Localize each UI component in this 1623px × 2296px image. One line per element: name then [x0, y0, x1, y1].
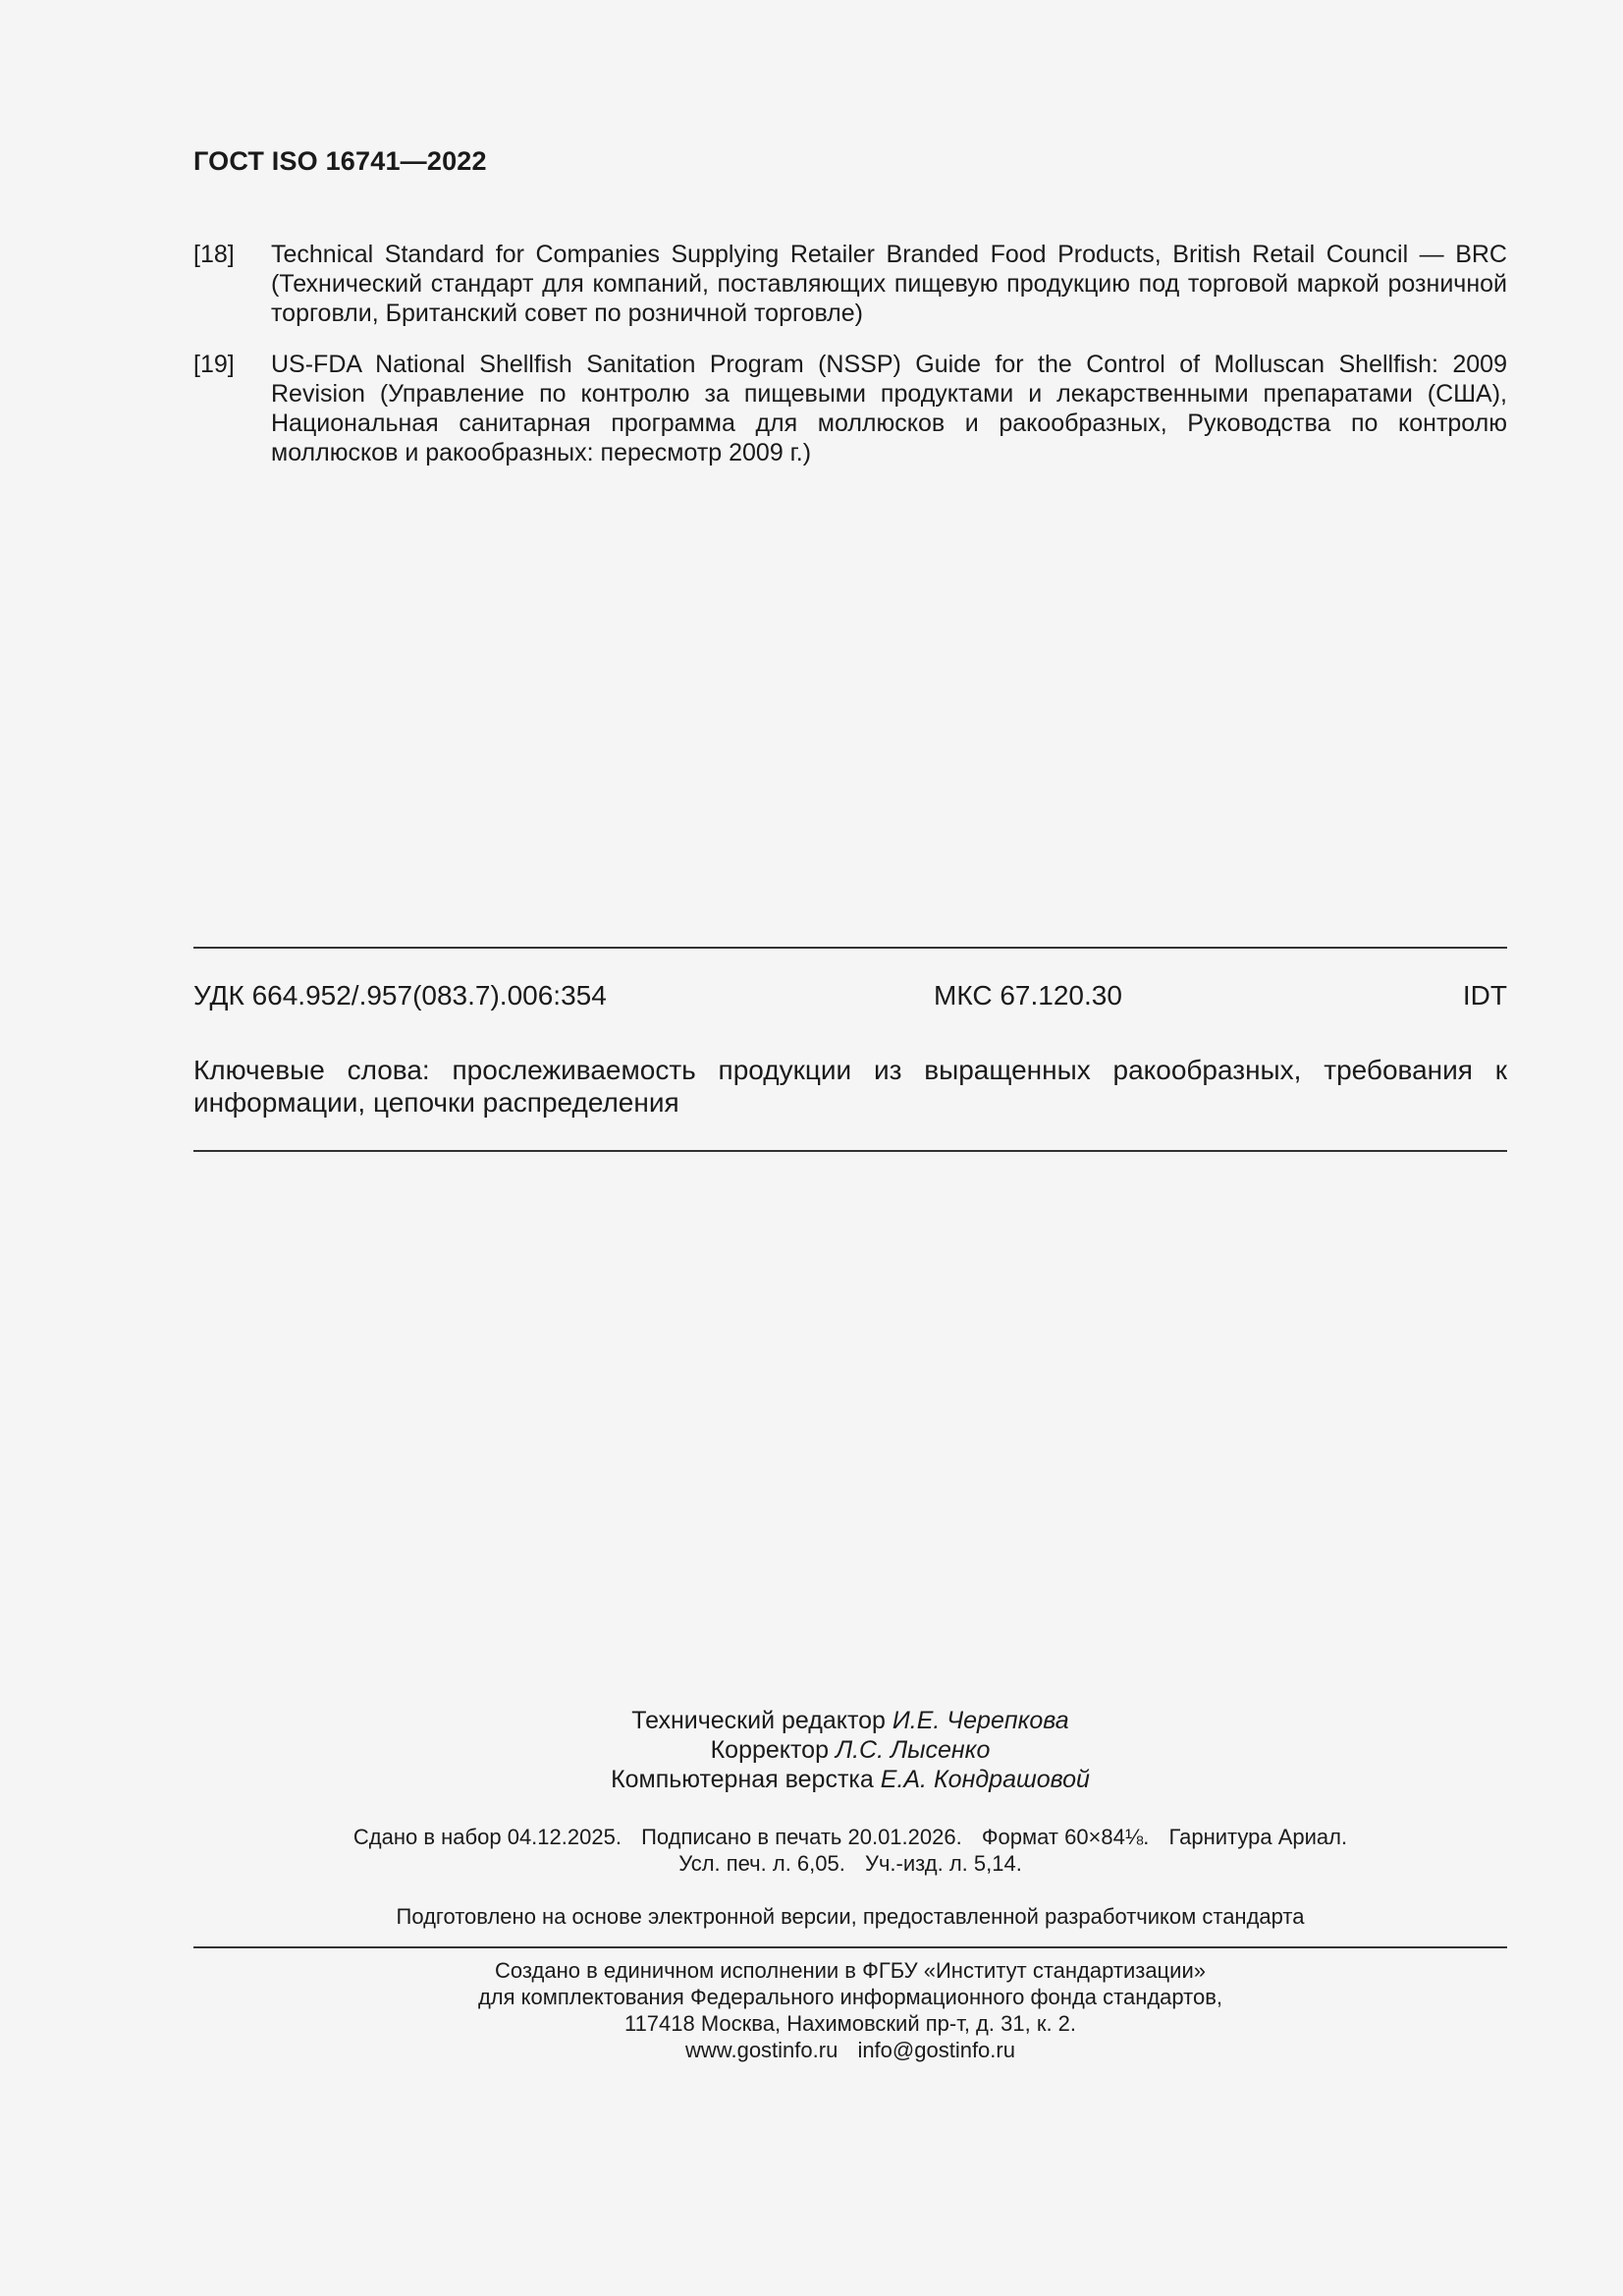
prepared-note: Подготовлено на основе электронной версии, предоставленной разработчиком стандарта	[396, 1904, 1305, 1929]
publisher-address: 117418 Москва, Нахимовский пр-т, д. 31, к. 2.	[623, 2011, 1077, 2036]
publisher-line-1: Создано в единичном исполнении в ФГБУ «Институт стандартизации»	[495, 1958, 1206, 1983]
top-divider	[193, 947, 1507, 949]
corrector-name: Л.С. Лысенко	[835, 1736, 991, 1764]
layout-line	[193, 1765, 1507, 1794]
keywords: Ключевые слова: прослеживаемость продукции из выращенных ракообразных, требования к информации, цепочки распределения	[193, 1055, 1507, 1118]
mks-code: МКС 67.120.30	[934, 980, 1122, 1011]
bibliography-list	[193, 240, 1507, 489]
bibliography-item	[193, 350, 1507, 467]
corrector-label: Корректор	[710, 1736, 829, 1764]
print-sheets: Усл. печ. л. 6,05.	[678, 1851, 845, 1876]
submitted-date: Сдано в набор 04.12.2025.	[352, 1825, 622, 1849]
corrector-line	[193, 1735, 1507, 1765]
tech-editor-name: И.Е. Черепкова	[892, 1707, 1069, 1734]
tech-editor-line	[193, 1706, 1507, 1735]
bottom-divider	[193, 1150, 1507, 1152]
classification-line	[193, 980, 1507, 1013]
layout-label: Компьютерная верстка	[611, 1766, 874, 1793]
publishing-sheets: Уч.-изд. л. 5,14.	[864, 1851, 1022, 1876]
publisher-info	[193, 1957, 1507, 2063]
footer-divider	[193, 1946, 1507, 1948]
publisher-line-2: для комплектования Федерального информационного фонда стандартов,	[477, 1985, 1223, 2009]
typeface: Гарнитура Ариал.	[1168, 1825, 1348, 1849]
signed-date: Подписано в печать 20.01.2026.	[641, 1825, 962, 1849]
reference-text: US-FDA National Shellfish Sanitation Program (NSSP) Guide for the Control of Molluscan Shellfish: 2009 Revision (Управление по контролю за пищевыми продуктами и лекарственными препаратами (США), Национальная санитарная программа для моллюсков и ракообразных, Руководства по контролю моллюсков и ракообразных: пересмотр 2009 г.)	[271, 351, 1507, 466]
website-link[interactable]: www.gostinfo.ru	[685, 2038, 839, 2062]
print-info	[193, 1824, 1507, 1877]
print-info-line-1	[193, 1824, 1507, 1850]
udk-code: УДК 664.952/.957(083.7).006:354	[193, 980, 607, 1011]
layout-name: Е.А. Кондрашовой	[880, 1766, 1090, 1793]
email-link[interactable]: info@gostinfo.ru	[857, 2038, 1015, 2062]
bibliography-item	[193, 240, 1507, 328]
print-format: Формат 60×84⅛.	[981, 1825, 1150, 1849]
credits-block	[193, 1706, 1507, 1794]
standard-id: ГОСТ ISO 16741—2022	[193, 146, 487, 176]
reference-number: [19]	[193, 351, 235, 378]
document-header	[193, 146, 487, 177]
idt-code: IDT	[1462, 980, 1507, 1011]
tech-editor-label: Технический редактор	[631, 1707, 886, 1734]
publisher-contacts	[193, 2037, 1507, 2063]
print-info-line-2	[193, 1850, 1507, 1877]
reference-number: [18]	[193, 241, 235, 268]
reference-text: Technical Standard for Companies Supplying Retailer Branded Food Products, British Retail Council — BRC (Технический стандарт для компаний, поставляющих пищевую продукцию под торговой маркой розничной торговли, Британский совет по розничной торговле)	[271, 241, 1507, 327]
